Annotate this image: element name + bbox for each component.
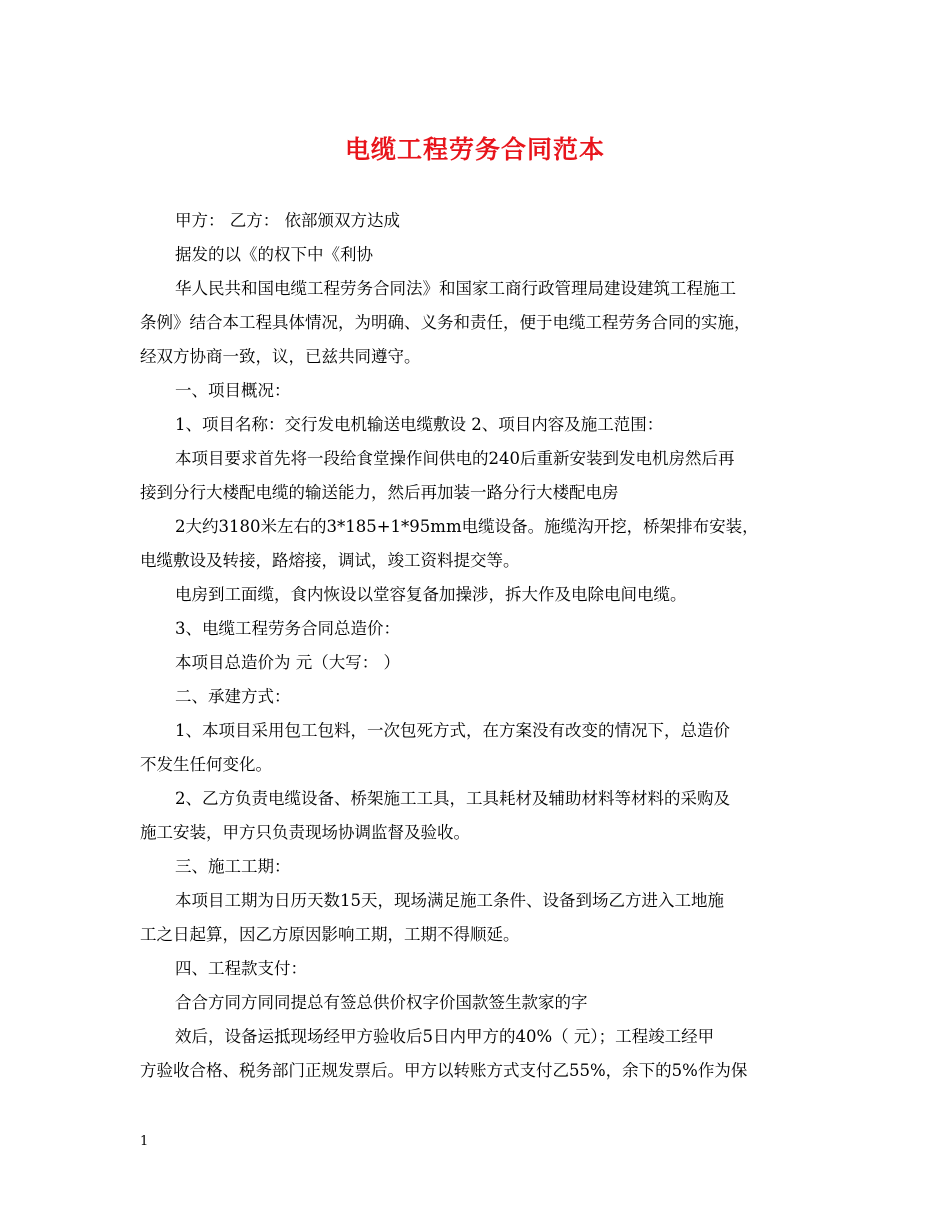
- body-line: 方验收合格、税务部门正规发票后。甲方以转账方式支付乙55%，余下的5%作为保: [140, 1061, 748, 1080]
- body-line: 本项目工期为日历天数15天，现场满足施工条件、设备到场乙方进入工地施: [175, 891, 724, 910]
- body-line: 1、本项目采用包工包料，一次包死方式，在方案没有改变的情况下，总造价: [175, 721, 730, 740]
- body-line: 华人民共和国电缆工程劳务合同法》和国家工商行政管理局建设建筑工程施工: [175, 279, 736, 298]
- page-number: 1: [140, 1134, 149, 1149]
- body-line: 条例》结合本工程具体情况，为明确、义务和责任，便于电缆工程劳务合同的实施，: [140, 313, 751, 332]
- body-line: 工之日起算，因乙方原因影响工期，工期不得顺延。: [140, 925, 520, 944]
- body-line: 2大约3180米左右的3*185+1*95mm电缆设备。施缆沟开挖，桥架排布安装，: [175, 517, 759, 536]
- body-line: 经双方协商一致，议，已兹共同遵守。: [140, 347, 421, 366]
- body-line: 甲方： 乙方： 依部颁双方达成: [175, 211, 400, 230]
- body-line: 1、项目名称：交行发电机输送电缆敷设 2、项目内容及施工范围：: [175, 415, 664, 434]
- body-line: 3、电缆工程劳务合同总造价：: [175, 619, 400, 638]
- body-line: 电房到工面缆，食内恢设以堂容复备加操涉，拆大作及电除电间电缆。: [175, 585, 687, 604]
- body-line: 本项目总造价为 元（大写： ）: [175, 653, 400, 672]
- body-line: 二、承建方式：: [175, 687, 291, 706]
- body-line: 合合方同方同同提总有签总供价权字价国款签生款家的字: [175, 993, 588, 1012]
- body-line: 不发生任何变化。: [140, 755, 272, 774]
- body-line: 2、乙方负责电缆设备、桥架施工工具，工具耗材及辅助材料等材料的采购及: [175, 789, 730, 808]
- body-line: 电缆敷设及转接，路熔接，调试，竣工资料提交等。: [140, 551, 520, 570]
- body-line: 效后，设备运抵现场经甲方验收后5日内甲方的40%（ 元）；工程竣工经甲: [175, 1027, 715, 1046]
- document-title: 电缆工程劳务合同范本: [344, 135, 605, 164]
- body-line: 接到分行大楼配电缆的输送能力，然后再加装一路分行大楼配电房: [140, 483, 619, 502]
- body-line: 施工安装，甲方只负责现场协调监督及验收。: [140, 823, 470, 842]
- body-line: 三、施工工期：: [175, 857, 291, 876]
- body-line: 据发的以《的权下中《利协: [175, 245, 373, 264]
- body-line: 四、工程款支付：: [175, 959, 307, 978]
- body-line: 本项目要求首先将一段给食堂操作间供电的240后重新安装到发电机房然后再: [175, 449, 735, 468]
- body-line: 一、项目概况：: [175, 381, 291, 400]
- document-body: [140, 204, 820, 1088]
